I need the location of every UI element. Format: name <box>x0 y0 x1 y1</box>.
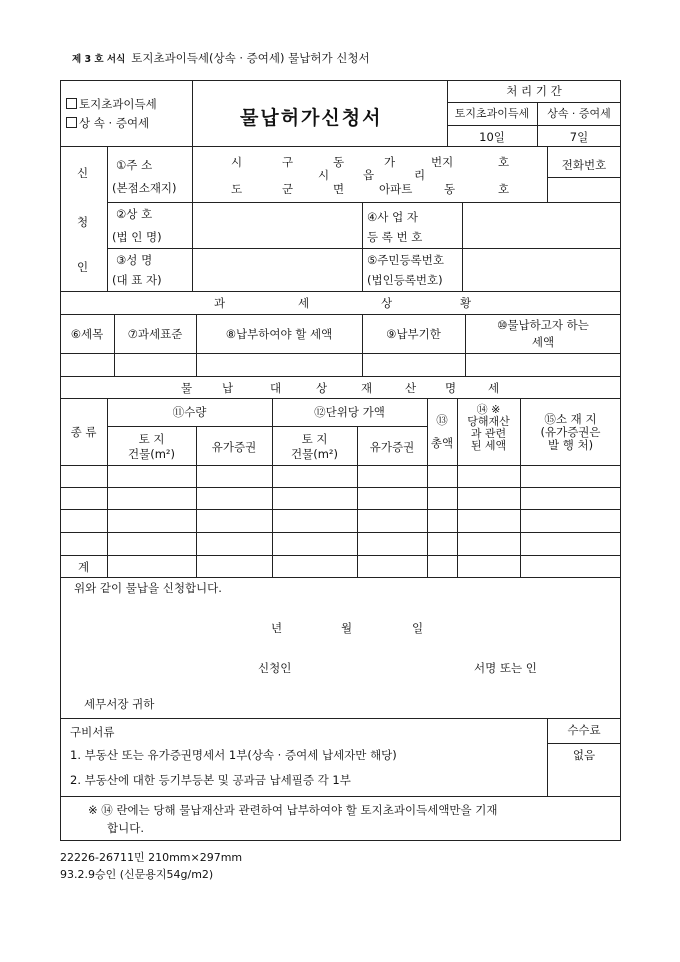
property-heading-6: 산 <box>405 381 417 395</box>
addr-eup: 읍 <box>363 168 375 182</box>
addr-bunji: 번지 <box>431 155 454 169</box>
document-item-1: 1. 부동산 또는 유가증권명세서 1부(상속 · 증여세 납세자만 해당) <box>70 748 397 762</box>
table-row[interactable] <box>60 488 621 509</box>
phone-label: 전화번호 <box>561 158 607 172</box>
addr-gu: 구 <box>282 155 294 169</box>
property-heading-3: 대 <box>270 381 282 395</box>
fee-label: 수수료 <box>567 723 601 737</box>
approval-note: 93.2.9승인 (신문용지54g/m2) <box>60 868 214 881</box>
property-heading-4: 상 <box>316 381 328 395</box>
checkbox-icon[interactable] <box>66 117 77 128</box>
date-day-label: 일 <box>412 621 424 635</box>
tax-status-heading-1: 과 <box>214 296 226 310</box>
applicant-side-label-3: 인 <box>77 260 89 274</box>
processing-period-label: 처 리 기 간 <box>506 84 562 98</box>
price-securities-label: 유가증권 <box>369 440 415 454</box>
date-year-label: 년 <box>271 621 283 635</box>
addr-do: 도 <box>231 182 243 196</box>
company-name-sublabel: (법 인 명) <box>112 230 162 244</box>
applicant-side-label-2: 청 <box>77 215 89 229</box>
company-name-label: ②상 호 <box>116 207 153 221</box>
table-row[interactable] <box>60 510 621 532</box>
date-month-label: 월 <box>341 621 353 635</box>
col-total-no: ⑬ <box>436 413 448 427</box>
table-row[interactable] <box>60 466 621 487</box>
tax-status-heading-4: 황 <box>460 296 472 310</box>
property-heading-8: 세 <box>488 381 500 395</box>
col-quantity: ⑪수량 <box>172 405 207 419</box>
col-location-2: (유가증권은 <box>540 425 601 439</box>
tax-type-option-land[interactable]: 토지초과이득세 <box>66 97 157 111</box>
form-title: 물납허가신청서 <box>240 107 383 129</box>
qty-land-label: 토 지 <box>138 432 165 446</box>
addr-apt-dong: 동 <box>444 182 456 196</box>
col-kind: 종 류 <box>70 425 97 439</box>
declaration-statement: 위와 같이 물납을 신청합니다. <box>74 581 222 595</box>
tax-status-heading-3: 상 <box>381 296 393 310</box>
biz-number-sublabel: 등 록 번 호 <box>367 230 423 244</box>
col-total: 총액 <box>430 436 454 450</box>
biz-number-label: ④사 업 자 <box>367 210 418 224</box>
resident-number-sublabel: (법인등록번호) <box>367 273 443 287</box>
representative-sublabel: (대 표 자) <box>112 273 162 287</box>
col-due-date: ⑨납부기한 <box>386 327 441 341</box>
form-code: 22226-26711민 210mm×297mm <box>60 851 243 864</box>
period-col-land: 토지초과이득세 <box>454 107 530 120</box>
property-heading-5: 재 <box>361 381 373 395</box>
document-item-2: 2. 부동산에 대한 등기부등본 및 공과금 납세필증 각 1부 <box>70 773 351 787</box>
property-heading-7: 명 <box>445 381 457 395</box>
addr-gun: 군 <box>282 182 294 196</box>
col-payment-wish-sub: 세액 <box>531 335 555 349</box>
col-related-3: 과 관련 <box>470 427 507 440</box>
col-location-1: ⑮소 재 지 <box>544 412 597 426</box>
col-payment-wish: ⑩물납하고자 하는 <box>497 318 589 332</box>
col-tax-amount: ⑧납부하여야 할 세액 <box>225 327 333 341</box>
col-tax-item: ⑥세목 <box>70 327 104 341</box>
documents-label: 구비서류 <box>70 725 115 739</box>
col-related-2: 당해재산 <box>467 415 510 428</box>
col-related-4: 된 세액 <box>470 439 507 452</box>
addr-apt: 아파트 <box>379 182 413 196</box>
addr-apt-ho: 호 <box>498 182 510 196</box>
fee-value: 없음 <box>572 748 596 762</box>
tax-status-heading-2: 세 <box>298 296 310 310</box>
col-unit-price: ⑫단위당 가액 <box>314 405 385 419</box>
resident-number-label: ⑤주민등록번호 <box>367 253 444 267</box>
address-sublabel: (본점소재지) <box>112 181 177 195</box>
addr-ho: 호 <box>498 155 510 169</box>
table-row[interactable] <box>60 533 621 555</box>
period-value-inheritance: 7일 <box>569 130 589 144</box>
period-value-land: 10일 <box>479 130 505 144</box>
col-related-1: ⑭ ※ <box>476 403 501 416</box>
representative-label: ③성 명 <box>116 253 153 267</box>
qty-building-label: 건물(m²) <box>127 447 175 461</box>
addr-ri: 리 <box>414 168 426 182</box>
addr-dong: 동 <box>333 155 345 169</box>
period-col-inheritance: 상속 · 증여세 <box>547 107 611 120</box>
col-tax-base: ⑦과세표준 <box>127 327 183 341</box>
form-number-caption <box>72 50 370 66</box>
addr-si: 시 <box>231 155 243 169</box>
price-building-label: 건물(m²) <box>290 447 338 461</box>
qty-securities-label: 유가증권 <box>211 440 257 454</box>
property-heading-2: 납 <box>222 381 234 395</box>
addr-si-2: 시 <box>318 168 330 182</box>
form-caption: 토지초과이득세(상속 · 증여세) 물납허가 신청서 <box>131 51 370 65</box>
note-line-2: 합니다. <box>107 821 144 835</box>
form-number: 제 3 호 서식 <box>72 54 126 65</box>
property-heading-1: 물 <box>181 381 193 395</box>
sum-row-label: 계 <box>78 560 90 574</box>
address-label: ①주 소 <box>116 158 153 172</box>
checkbox-icon[interactable] <box>66 98 77 109</box>
note-line-1: ※ ⑭ 란에는 당해 물납재산과 관련하여 납부하여야 할 토지초과이득세액만을 기재 <box>88 803 498 817</box>
sign-or-seal-label: 서명 또는 인 <box>474 661 537 675</box>
tax-type-option-inheritance[interactable]: 상 속 · 증여세 <box>66 116 149 130</box>
addressee: 세무서장 귀하 <box>84 697 155 711</box>
applicant-signature-label: 신청인 <box>258 661 292 675</box>
price-land-label: 토 지 <box>301 432 328 446</box>
applicant-side-label-1: 신 <box>77 166 89 180</box>
addr-ga: 가 <box>384 155 396 169</box>
addr-myeon: 면 <box>333 182 345 196</box>
col-location-3: 발 행 처) <box>547 438 594 452</box>
